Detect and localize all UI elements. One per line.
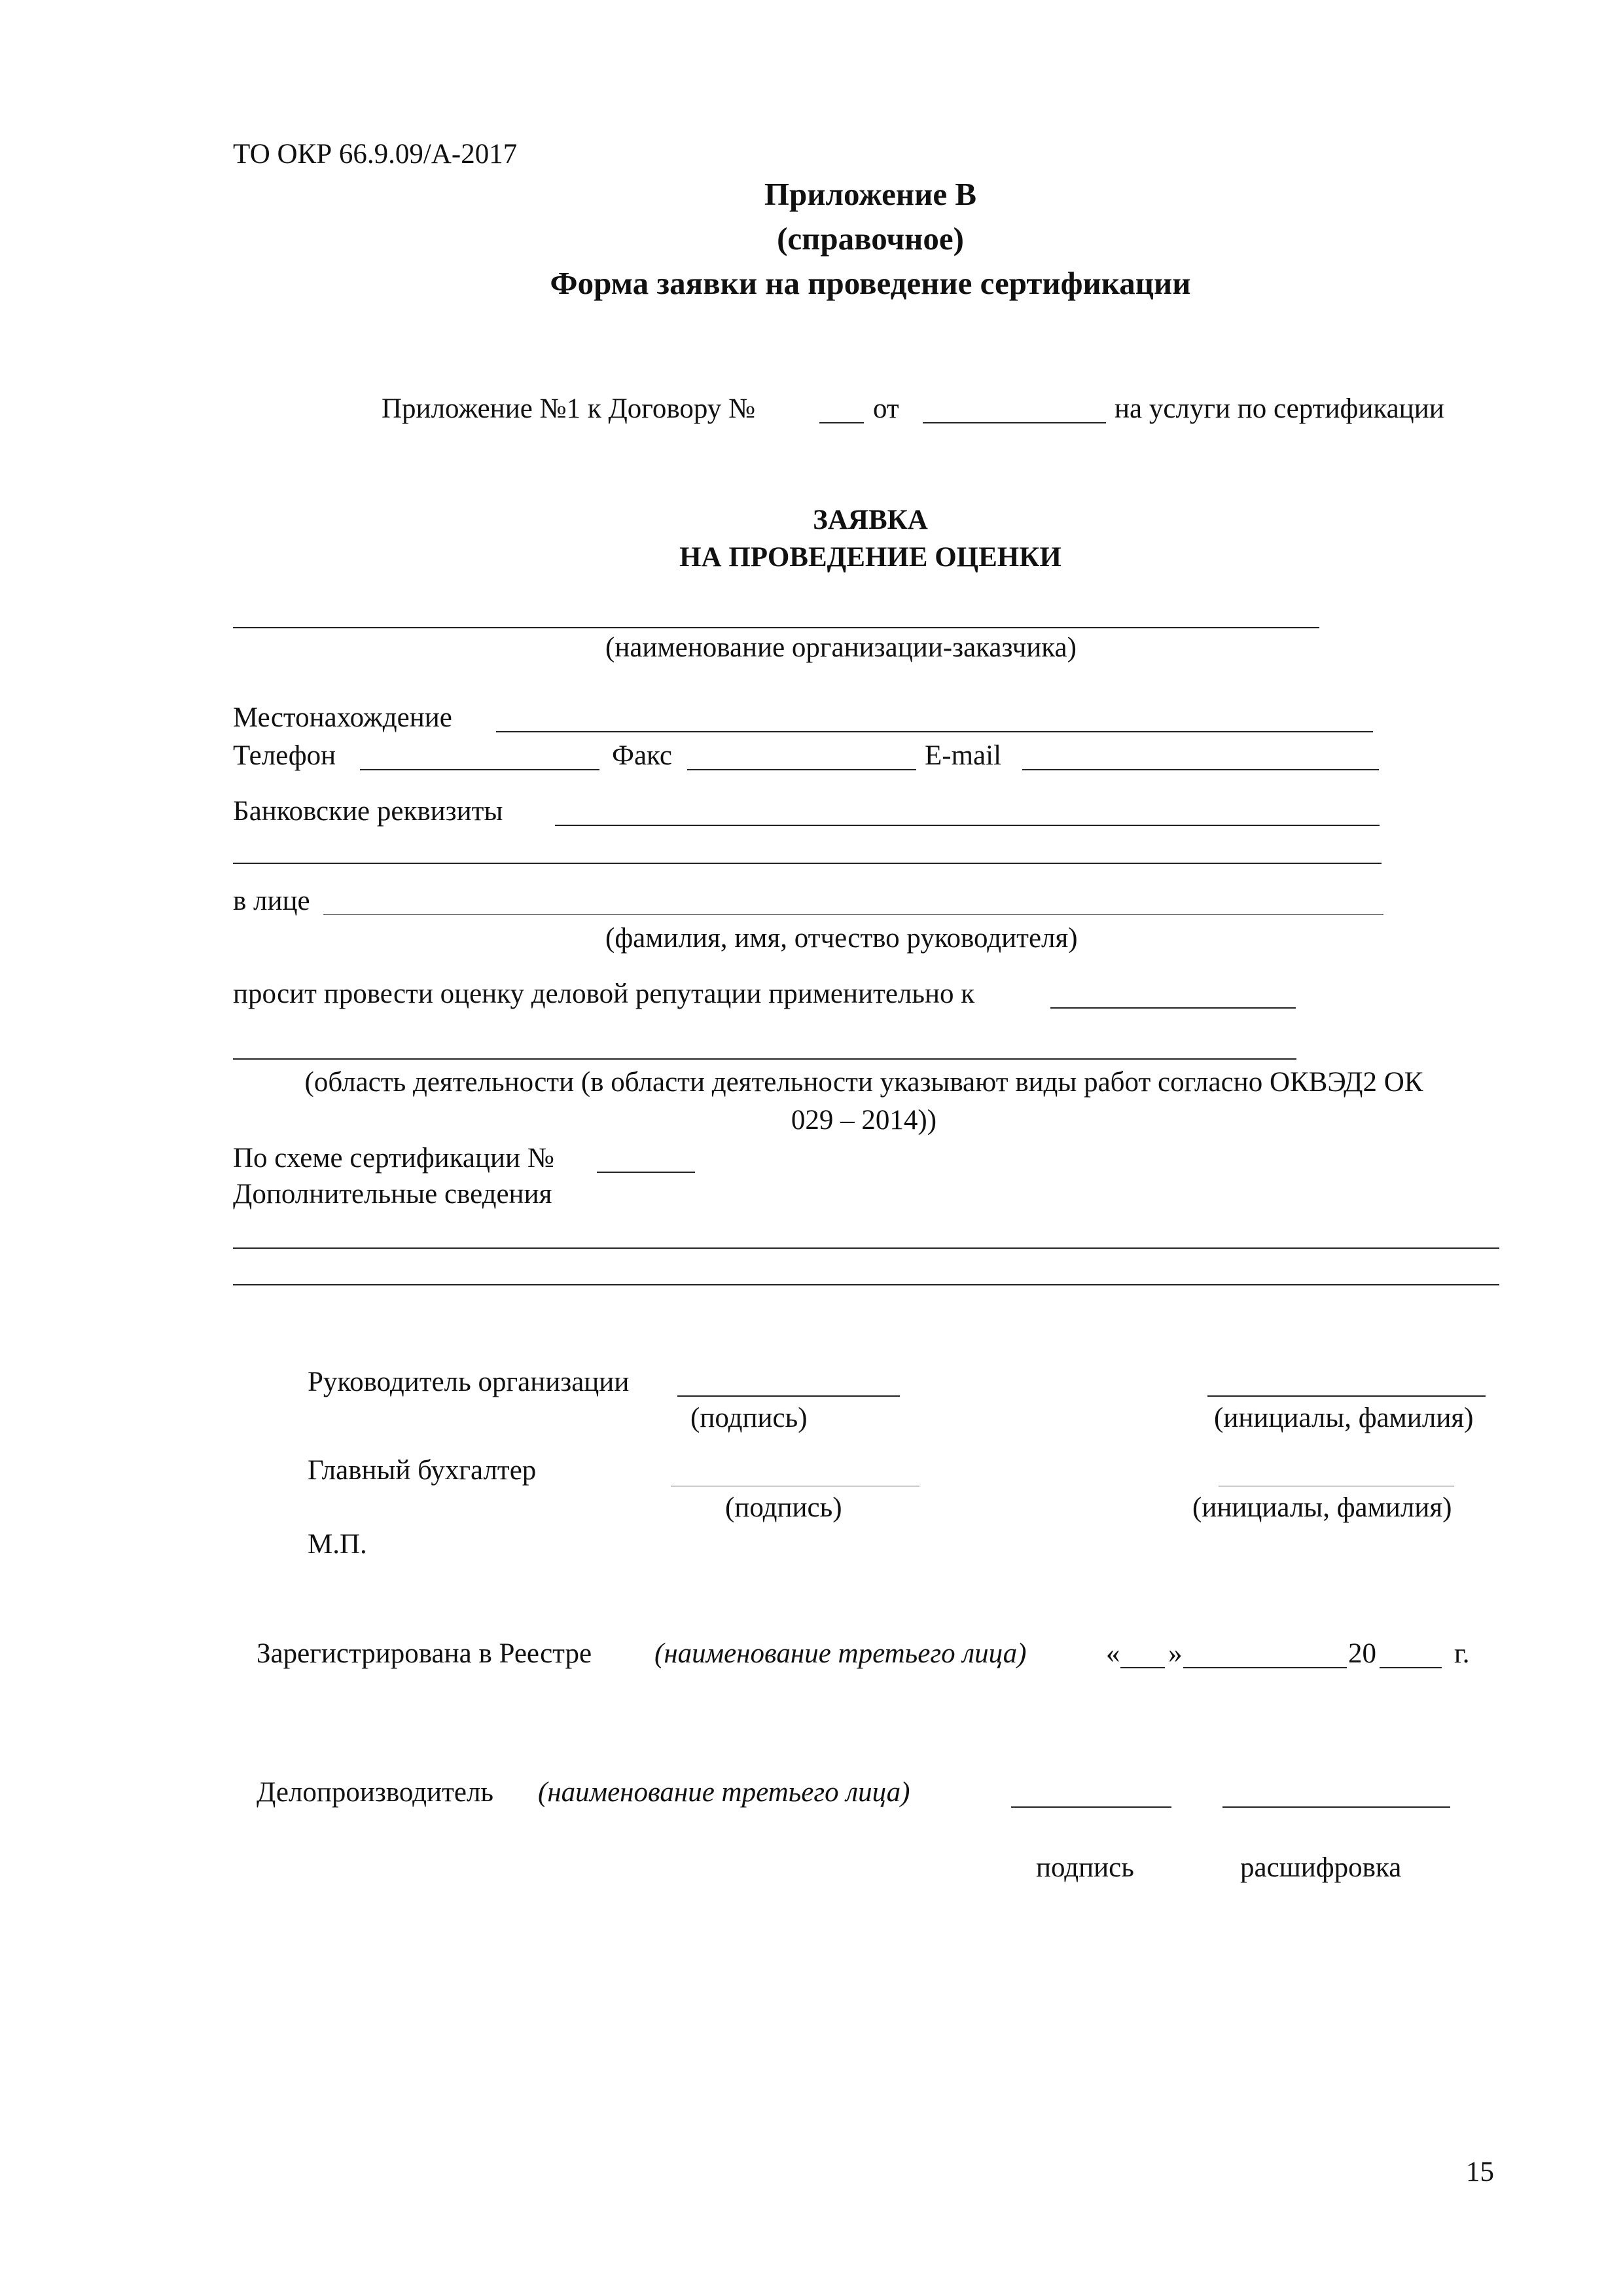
application-title: ЗАЯВКА — [813, 505, 928, 535]
registry-quote-open: « — [1106, 1638, 1120, 1669]
customer-name-line — [233, 627, 1319, 628]
registry-label: Зарегистрирована в Реестре — [257, 1638, 592, 1669]
fax-label: Факс — [612, 740, 672, 771]
email-label: E-mail — [925, 740, 1002, 771]
location-label: Местонахождение — [233, 702, 452, 733]
registry-year-prefix: 20 — [1348, 1638, 1376, 1669]
registry-third-party: (наименование третьего лица) — [654, 1638, 1027, 1669]
representative-caption: (фамилия, имя, отчество руководителя) — [605, 923, 1078, 954]
contract-number-line — [819, 422, 864, 423]
application-subtitle: НА ПРОВЕДЕНИЕ ОЦЕНКИ — [679, 542, 1061, 573]
representative-label: в лице — [233, 886, 310, 916]
form-title: Форма заявки на проведение сертификации — [550, 265, 1191, 301]
email-line — [1022, 769, 1379, 770]
appendix-subtitle: (справочное) — [777, 221, 964, 257]
registry-year-line — [1380, 1667, 1442, 1668]
document-code: ТО ОКР 66.9.09/А-2017 — [233, 139, 518, 170]
additional-line-1 — [233, 1247, 1499, 1249]
registry-day-line — [1120, 1667, 1165, 1668]
customer-caption: (наименование организации-заказчика) — [605, 632, 1077, 663]
clerk-sign-caption: подпись — [1036, 1852, 1134, 1883]
accountant-sign-caption: (подпись) — [725, 1492, 842, 1523]
seal-mark: М.П. — [308, 1529, 367, 1560]
accountant-name-caption: (инициалы, фамилия) — [1192, 1492, 1452, 1523]
request-line — [1050, 1007, 1296, 1009]
additional-label: Дополнительные сведения — [233, 1179, 552, 1210]
registry-quote-close: » — [1168, 1638, 1183, 1669]
head-sign-caption: (подпись) — [690, 1403, 808, 1433]
representative-line — [323, 914, 1383, 915]
appendix-title: Приложение В — [764, 176, 977, 212]
head-label: Руководитель организации — [308, 1367, 630, 1397]
additional-line-2 — [233, 1284, 1499, 1285]
clerk-label: Делопроизводитель — [257, 1777, 494, 1808]
bank-label: Банковские реквизиты — [233, 796, 503, 827]
scheme-number-line — [597, 1172, 695, 1173]
head-name-line — [1207, 1395, 1486, 1397]
head-name-caption: (инициалы, фамилия) — [1214, 1403, 1474, 1433]
scheme-label: По схеме сертификации № — [233, 1143, 554, 1174]
phone-label: Телефон — [233, 740, 336, 771]
accountant-label: Главный бухгалтер — [308, 1455, 537, 1486]
clerk-name-line — [1222, 1806, 1450, 1808]
fax-line — [687, 769, 916, 770]
activity-area-line — [233, 1058, 1296, 1060]
registry-month-line — [1183, 1667, 1347, 1668]
contract-prefix: Приложение №1 к Договору № — [382, 393, 756, 424]
phone-line — [360, 769, 599, 770]
head-signature-line — [677, 1395, 900, 1397]
location-line — [496, 731, 1373, 732]
registry-year-suffix: г. — [1454, 1638, 1470, 1669]
bank-line-2 — [233, 863, 1382, 864]
activity-area-caption: (область деятельности (в области деятельности указывают виды работ согласно ОКВЭД2 ОК — [304, 1067, 1423, 1098]
clerk-third-party: (наименование третьего лица) — [538, 1777, 910, 1808]
clerk-name-caption: расшифровка — [1240, 1852, 1402, 1883]
page-number: 15 — [1466, 2157, 1494, 2187]
contract-date-line — [923, 422, 1106, 423]
request-text: просит провести оценку деловой репутации применительно к — [233, 978, 975, 1009]
contract-suffix: на услуги по сертификации — [1115, 393, 1444, 424]
clerk-signature-line — [1011, 1806, 1171, 1808]
contract-from: от — [873, 393, 899, 424]
activity-area-caption-2: 029 – 2014)) — [791, 1105, 937, 1136]
bank-line — [555, 825, 1380, 826]
